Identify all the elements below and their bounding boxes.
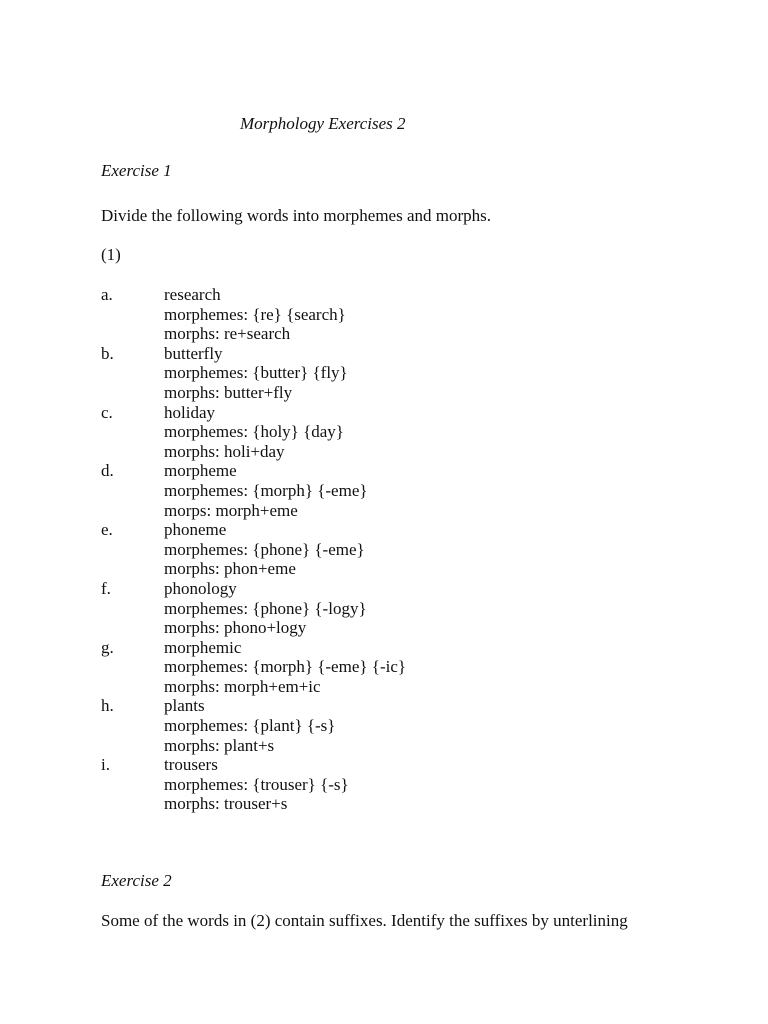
- item-letter: i.: [101, 755, 110, 775]
- item-word: plants: [164, 696, 205, 716]
- item-morphs: morphs: morph+em+ic: [164, 676, 321, 696]
- exercise-2-heading: Exercise 2: [101, 871, 172, 890]
- item-morphs: morphs: re+search: [164, 324, 291, 344]
- list-item: [101, 755, 701, 775]
- exercise-1-item-list: [101, 285, 701, 814]
- item-letter: e.: [101, 520, 113, 540]
- item-word: holiday: [164, 402, 215, 422]
- item-word: phonology: [164, 578, 237, 598]
- document-title: Morphology Exercises 2: [240, 114, 406, 133]
- exercise-1-instruction: Divide the following words into morphemes and morphs.: [101, 206, 492, 225]
- list-item: [101, 403, 701, 423]
- list-item: [101, 285, 701, 305]
- item-letter: a.: [101, 285, 113, 304]
- exercise-1-heading: Exercise 1: [101, 161, 172, 180]
- item-letter: h.: [101, 696, 114, 716]
- example-number: (1): [101, 245, 121, 264]
- item-word: trousers: [164, 755, 218, 775]
- item-morphemes: morphemes: {holy} {day}: [164, 422, 344, 442]
- item-word: research: [164, 285, 221, 304]
- item-morphemes: morphemes: {re} {search}: [164, 304, 346, 324]
- item-morphemes: morphemes: {trouser} {-s}: [164, 774, 349, 794]
- item-morphs: morphs: butter+fly: [164, 382, 293, 402]
- item-word: phoneme: [164, 520, 227, 540]
- list-item: [101, 638, 701, 658]
- list-item: [101, 461, 701, 481]
- item-morphs: morphs: phono+logy: [164, 618, 307, 638]
- item-morphemes: morphemes: {morph} {-eme} {-ic}: [164, 657, 407, 677]
- item-morphs: morphs: phon+eme: [164, 559, 296, 579]
- item-letter: f.: [101, 578, 111, 598]
- item-word: morpheme: [164, 461, 237, 481]
- item-morphemes: morphemes: {morph} {-eme}: [164, 480, 368, 500]
- list-item: [101, 520, 701, 540]
- item-morphemes: morphemes: {phone} {-logy}: [164, 598, 367, 618]
- item-morphemes: morphemes: {plant} {-s}: [164, 716, 336, 736]
- item-word: morphemic: [164, 637, 242, 657]
- item-word: butterfly: [164, 343, 223, 363]
- exercise-2-instruction: Some of the words in (2) contain suffixes. Identify the suffixes by unterlining: [101, 911, 628, 930]
- item-letter: g.: [101, 637, 114, 657]
- item-morphemes: morphemes: {butter} {fly}: [164, 363, 348, 383]
- list-item: [101, 344, 701, 364]
- item-morphs: morphs: plant+s: [164, 735, 275, 755]
- list-item: [101, 696, 701, 716]
- item-letter: d.: [101, 461, 114, 481]
- item-letter: c.: [101, 402, 113, 422]
- item-morphs: morps: morph+eme: [164, 500, 298, 520]
- item-morphs: morphs: trouser+s: [164, 794, 288, 814]
- item-morphemes: morphemes: {phone} {-eme}: [164, 539, 365, 559]
- list-item: [101, 579, 701, 599]
- item-letter: b.: [101, 343, 114, 363]
- item-morphs: morphs: holi+day: [164, 441, 285, 461]
